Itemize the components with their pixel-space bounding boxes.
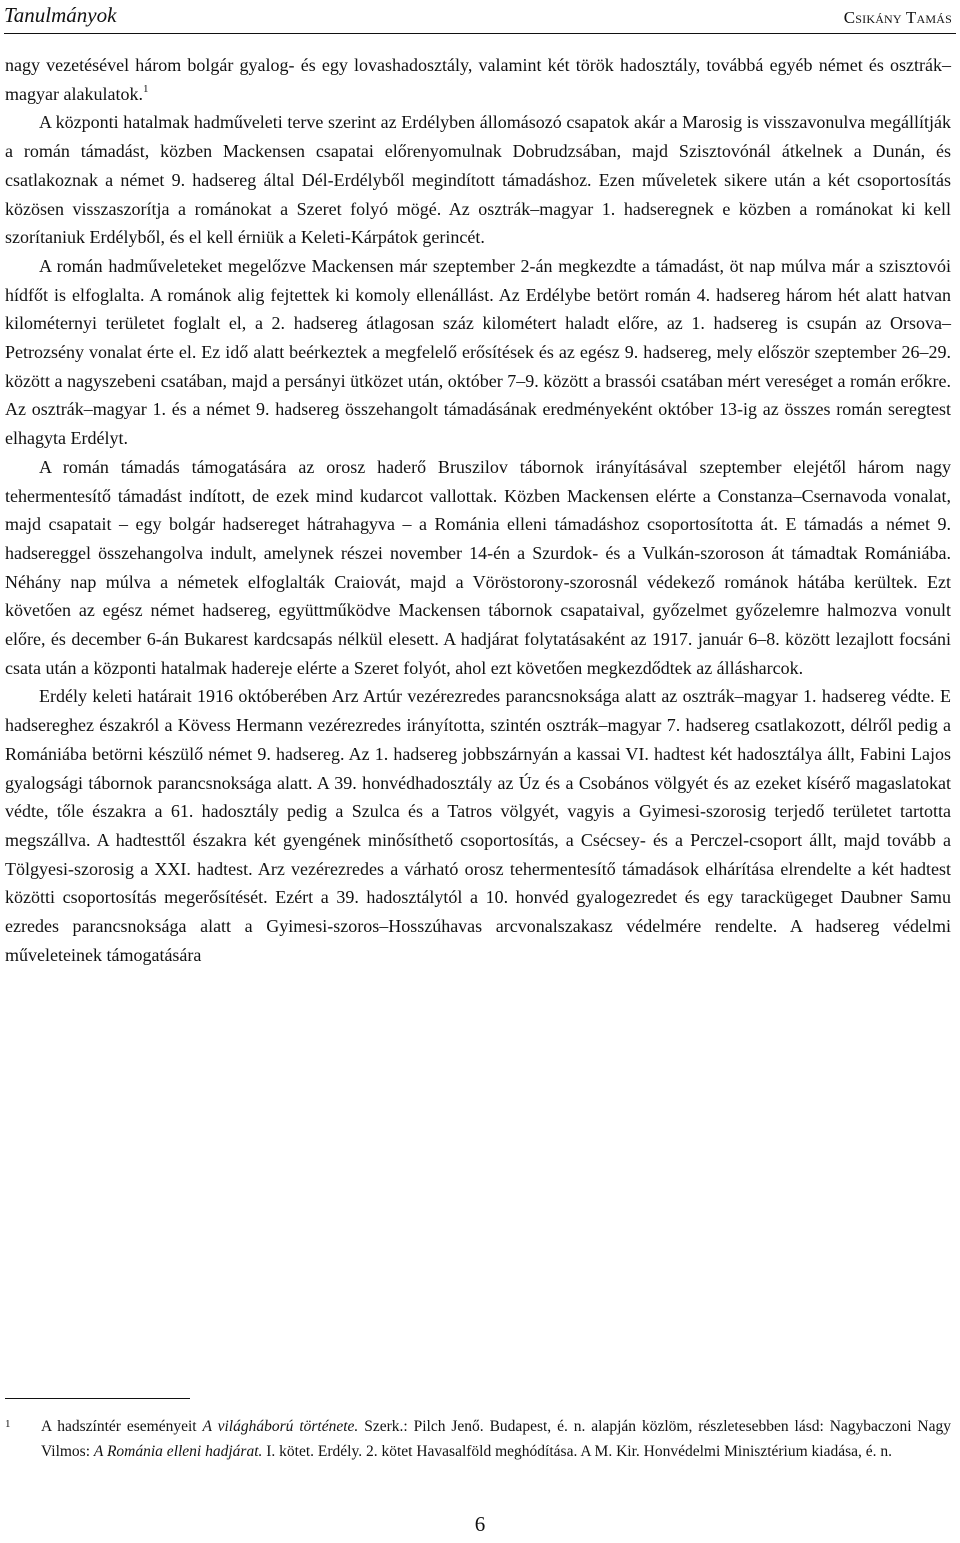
footnote-rule [5,1398,190,1399]
footnote-text-c: I. kötet. Erdély. 2. kötet Havasalföld meghódítása. A M. Kir. Honvédelmi Minisztérium kiadása, é. n. [266,1442,893,1460]
paragraph-5: Erdély keleti határait 1916 októberében Arz Artúr vezérezredes parancsnoksága alatt az osztrák–magyar 1. hadsereg védte. E hadsereghez északról a Kövess Hermann vezérezredes irányította, szintén osztrák–magyar 7. hadsereg csatlakozott, délről pedig a Romániába betörni készülő német 9. hadsereg. Az 1. hadsereg jobbszárnyán a kassai VI. hadtest két hadosztálya állt, Fabini Lajos gyalogsági tábornok parancsnoksága alatt. A 39. honvédhadosztály az Úz és a Csobános völgyét és az ezeket kísérő magaslatokat védte, tőle északra a 61. hadosztály pedig a Szulca és a Tatros völgyét, vagyis a Gyimesi-szorosig terjedő területet tartotta megszállva. A hadtesttől északra két gyengének minősíthető csoportosítás, a Csécsey- és a Perczel-csoport állt, majd tovább a Tölgyesi-szorosig a XXI. hadtest. Arz vezérezredes a várható orosz tehermentesítő támadások elhárítása elrendelte a két hadtest közötti csoportosítás megerősítését. Ezért a 39. hadosztálytól a 10. honvéd gyalogezredet és egy tarackügeget Daubner Samu ezredes parancsnoksága alatt a Gyimesi-szoros–Hosszúhavas arcvonalszakasz védelmére rendelte. A hadsereg védelmi műveleteinek támogatására [5,686,951,965]
paragraph-2: A központi hatalmak hadműveleti terve szerint az Erdélyben állomásozó csapatok akár a Marosig is visszavonulva megállítják a román támadást, közben Mackensen csapatai előrenyomulnak Dobrudzsában, majd Szisztovónál átkelnek a Dunán, és csatlakoznak a német 9. hadsereg által Dél-Erdélyből megindított támadáshoz. Ezen műveletek sikere után a két csoportosítás közösen visszaszorítja a románokat a Szeret folyó mögé. Az osztrák–magyar 1. hadseregnek e közben a románokat ki kell szorítaniuk Erdélyből, és el kell érniük a Keleti-Kárpátok gerincét. [5,112,951,248]
footnote-title-b: A Románia elleni hadjárat. [93,1442,263,1460]
footnote-text [41,1415,951,1464]
page-number: 6 [474,1512,486,1536]
author-name: Csikány Tamás [843,8,952,27]
paragraph-3: A román hadműveleteket megelőzve Mackensen már szeptember 2-án megkezdte a támadást, öt nap múlva már a szisztovói hídfőt is elfoglalta. A románok alig fejtettek ki komoly ellenállást. Az Erdélybe betört román 4. hadsereg három hét alatt hatvan kilométernyi területet foglalt el, a 2. hadsereg átlagosan száz kilométert haladt előre, az 1. hadsereg is csupán az Orsova–Petrozsény vonalat érte el. Ez idő alatt beérkeztek a megfelelő erősítések és az egész 9. hadsereg, mely először szeptember 26–29. között a nagyszebeni csatában, majd a persányi ütközet után, október 7–9. között a brassói csatában mért vereséget a román erőkre. Az osztrák–magyar 1. és a német 9. hadsereg összehangolt támadásának eredményeként október 13-ig az összes román seregtest elhagyta Erdélyt. [5,255,951,449]
header-rule [4,33,956,34]
footnote-number: 1 [5,1418,11,1430]
running-header [4,2,952,28]
footnote-text-b: Szerk.: Pilch Jenő. Budapest, é. n. alapján közlöm, részletesebben lásd: Nagybaczoni Nagy Vilmos: [41,1418,951,1460]
section-title: Tanulmányok [4,3,117,27]
body-text [5,51,951,970]
footnote-text-a: A hadszíntér eseményeit [41,1418,197,1435]
footnote-reference[interactable]: 1 [142,82,149,95]
paragraph-4: A román támadás támogatására az orosz haderő Bruszilov tábornok irányításával szeptember elejétől három nagy tehermentesítő támadást indított, de ezek mind kudarcot vallottak. Közben Mackensen elérte a Constanza–Csernavoda vonalat, majd csapatait – egy bolgár hadsereget hátrahagyva – a Románia elleni támadáshoz csoportosította át. E támadás a német 9. hadsereggel összehangolva indult, amelynek részei november 14-én a Szurdok- és a Vulkán-szoroson át támadtak Romániába. Néhány nap múlva a németek elfoglalták Craiovát, majd a Vöröstorony-szorosnál védekező románok hátába kerültek. Ezt követően az egész német hadsereg, együttműködve Mackensen tábornok csapataival, győzelmet győzelemre halmozva vonult előre, és december 6-án Bukarest kardcsapás nélkül elesett. A hadjárat folytatásaként az 1917. január 6–8. között lezajlott focsáni csata után a központi hatalmak hadereje elérte a Szeret folyót, ahol ezt követően megkezdődtek az állásharcok. [5,456,951,678]
paragraph-1 [5,51,951,108]
paragraph-1-text: nagy vezetésével három bolgár gyalog- és egy lovashadosztály, valamint két török hadosztály, továbbá egyéb német és osztrák–magyar alakulatok. [5,55,951,104]
footnote-title-a: A világháború története. [202,1418,359,1435]
footnote [5,1415,951,1464]
